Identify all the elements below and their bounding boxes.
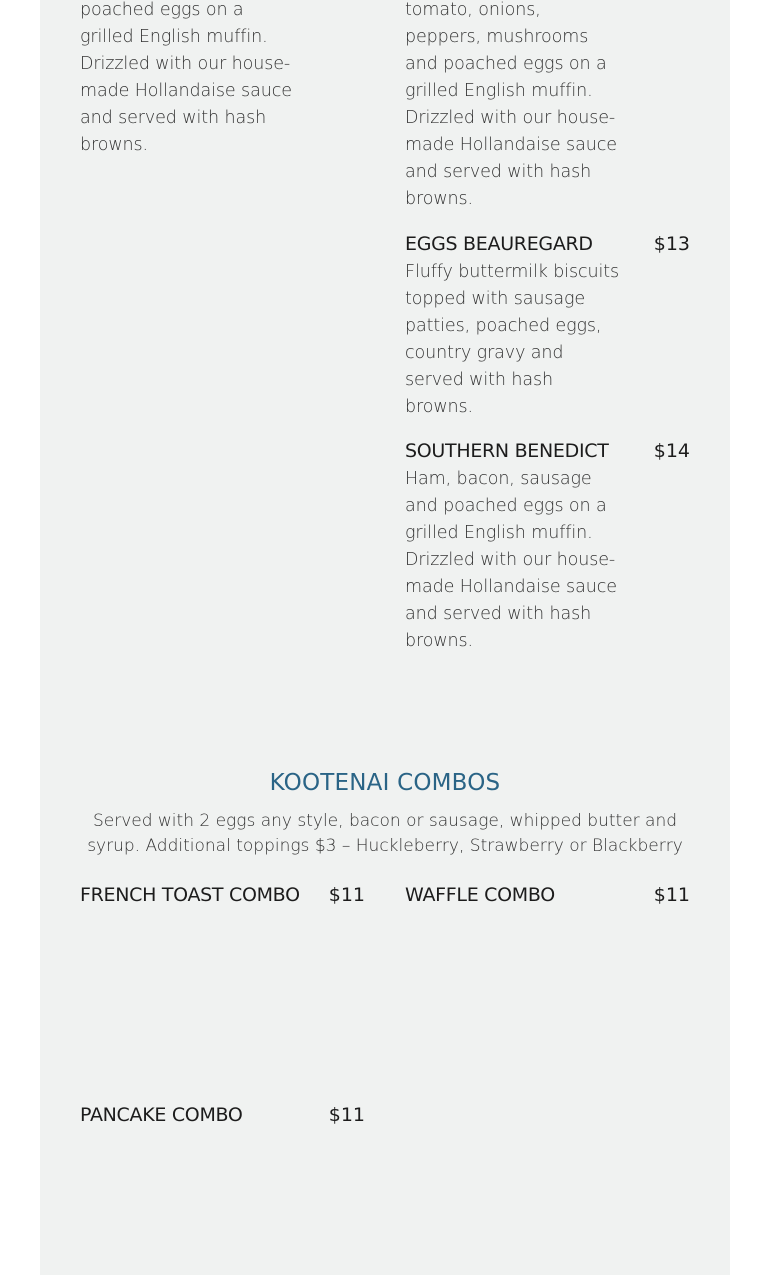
eggs-beauregard-description: Fluffy buttermilk biscuits topped with sausage patties, poached eggs, country gravy and served with hash browns. (405, 262, 620, 417)
menu-panel (40, 0, 730, 1275)
pancake-combo-title: PANCAKE COMBO (80, 1104, 243, 1126)
eggs-beauregard-title: EGGS BEAUREGARD (405, 233, 593, 255)
benedict-right-partial-description: tomato, onions, peppers, mushrooms and poached eggs on a grilled English muffin. Drizzled with our house-made Hollandaise sauce and served with hash browns. (405, 0, 617, 209)
kootenai-combos-heading: KOOTENAI COMBOS (269, 770, 501, 796)
southern-benedict-title: SOUTHERN BENEDICT (405, 440, 609, 462)
benedict-left-partial-description: poached eggs on a grilled English muffin. Drizzled with our house-made Hollandaise sauce and served with hash browns. (80, 0, 292, 155)
waffle-combo-price: $11 (653, 884, 690, 906)
waffle-combo-title: WAFFLE COMBO (405, 884, 555, 906)
southern-benedict-description: Ham, bacon, sausage and poached eggs on a grilled English muffin. Drizzled with our house-made Hollandaise sauce and served with hash browns. (405, 469, 617, 651)
southern-benedict-price: $14 (653, 440, 690, 462)
french-toast-combo-title: FRENCH TOAST COMBO (80, 884, 300, 906)
french-toast-combo-price: $11 (328, 884, 365, 906)
kootenai-combos-subheading: Served with 2 eggs any style, bacon or sausage, whipped butter and syrup. Additional toppings $3 – Huckleberry, Strawberry or Blackberry (87, 811, 683, 856)
pancake-combo-price: $11 (328, 1104, 365, 1126)
eggs-beauregard-price: $13 (653, 233, 690, 255)
